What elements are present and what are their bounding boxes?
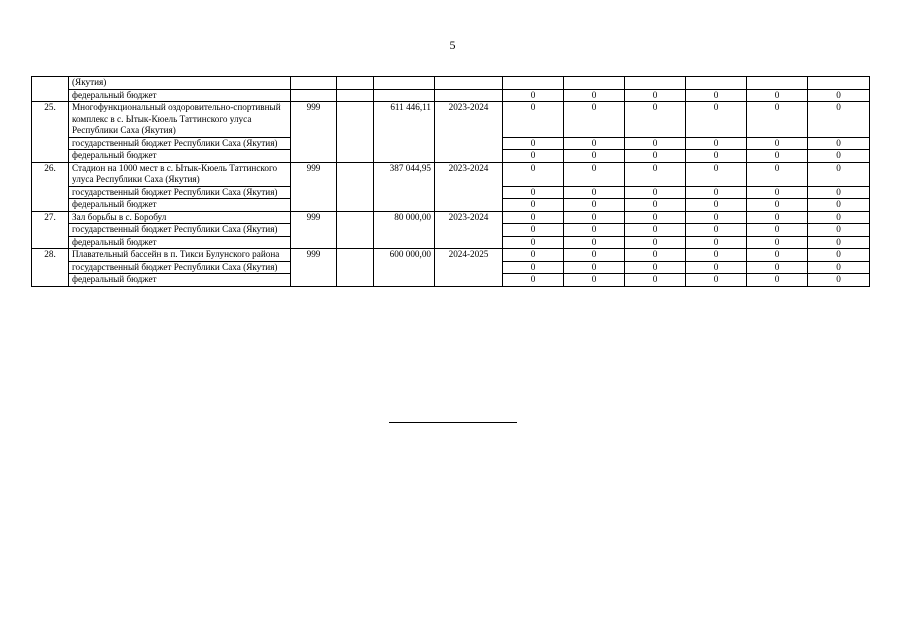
value-cell: 0 (564, 199, 625, 212)
value-cell: 0 (625, 162, 686, 186)
value-cell (625, 77, 686, 90)
value-cell: 0 (808, 186, 870, 199)
value-cell: 0 (808, 199, 870, 212)
blank-cell (337, 211, 374, 249)
project-name: Многофункциональный оздоровительно-спортивный комплекс в с. Ытык-Кюель Таттинского улуса Республики Саха (Якутия) (69, 102, 291, 138)
budget-table (31, 76, 870, 287)
value-cell: 0 (686, 274, 747, 287)
value-cell: 0 (686, 137, 747, 150)
blank-cell (337, 162, 374, 211)
value-cell: 0 (564, 150, 625, 163)
value-cell: 0 (564, 224, 625, 237)
value-cell: 0 (686, 186, 747, 199)
value-cell: 0 (564, 261, 625, 274)
value-cell: 0 (625, 102, 686, 138)
value-cell: 0 (564, 186, 625, 199)
value-cell: 0 (625, 186, 686, 199)
code-cell (291, 77, 337, 90)
value-cell: 0 (808, 249, 870, 262)
funding-source-label: государственный бюджет Республики Саха (Якутия) (69, 186, 291, 199)
funding-source-label: государственный бюджет Республики Саха (Якутия) (69, 224, 291, 237)
table-row (32, 211, 870, 224)
value-cell: 0 (808, 224, 870, 237)
value-cell: 0 (686, 162, 747, 186)
value-cell: 0 (564, 249, 625, 262)
value-cell: 0 (747, 236, 808, 249)
value-cell (747, 77, 808, 90)
project-name: Зал борьбы в с. Боробул (69, 211, 291, 224)
page-number: 5 (449, 38, 456, 52)
funding-source-label: федеральный бюджет (69, 89, 291, 102)
value-cell: 0 (503, 236, 564, 249)
project-number: 26. (32, 162, 69, 211)
table-row (32, 162, 870, 186)
table-row (32, 77, 870, 90)
value-cell (808, 77, 870, 90)
value-cell: 0 (747, 150, 808, 163)
value-cell: 0 (503, 261, 564, 274)
project-code: 999 (291, 102, 337, 163)
value-cell: 0 (625, 274, 686, 287)
value-cell: 0 (686, 199, 747, 212)
value-cell: 0 (686, 261, 747, 274)
value-cell: 0 (503, 186, 564, 199)
funding-source-label: федеральный бюджет (69, 274, 291, 287)
value-cell (686, 77, 747, 90)
table-row (32, 102, 870, 138)
project-number: 25. (32, 102, 69, 163)
funding-source-label: государственный бюджет Республики Саха (Якутия) (69, 137, 291, 150)
project-name: Стадион на 1000 мест в с. Ытык-Кюель Таттинского улуса Республики Саха (Якутия) (69, 162, 291, 186)
value-cell: 0 (808, 211, 870, 224)
value-cell: 0 (808, 261, 870, 274)
project-period: 2023-2024 (435, 211, 503, 249)
value-cell: 0 (625, 137, 686, 150)
value-cell: 0 (747, 274, 808, 287)
value-cell: 0 (686, 224, 747, 237)
value-cell: 0 (564, 236, 625, 249)
project-number: 28. (32, 249, 69, 287)
project-period: 2023-2024 (435, 162, 503, 211)
value-cell: 0 (503, 162, 564, 186)
value-cell: 0 (686, 89, 747, 102)
amount-cell (374, 89, 435, 102)
value-cell: 0 (808, 274, 870, 287)
value-cell: 0 (625, 150, 686, 163)
value-cell: 0 (503, 249, 564, 262)
value-cell: 0 (625, 224, 686, 237)
funding-source-label: государственный бюджет Республики Саха (Якутия) (69, 261, 291, 274)
value-cell: 0 (686, 211, 747, 224)
project-number: 27. (32, 211, 69, 249)
value-cell: 0 (747, 137, 808, 150)
value-cell (564, 77, 625, 90)
value-cell: 0 (625, 211, 686, 224)
project-amount: 611 446,11 (374, 102, 435, 163)
blank-cell (337, 77, 374, 90)
period-cell (435, 89, 503, 102)
value-cell: 0 (808, 137, 870, 150)
value-cell: 0 (503, 102, 564, 138)
value-cell: 0 (564, 102, 625, 138)
value-cell: 0 (747, 162, 808, 186)
blank-cell (337, 249, 374, 287)
funding-source-label: (Якутия) (69, 77, 291, 90)
value-cell: 0 (503, 150, 564, 163)
value-cell: 0 (747, 261, 808, 274)
value-cell: 0 (564, 137, 625, 150)
value-cell: 0 (747, 89, 808, 102)
value-cell: 0 (686, 150, 747, 163)
number-cell (32, 77, 69, 102)
code-cell (291, 89, 337, 102)
value-cell: 0 (686, 236, 747, 249)
project-period: 2023-2024 (435, 102, 503, 163)
value-cell: 0 (686, 102, 747, 138)
value-cell: 0 (808, 150, 870, 163)
value-cell: 0 (747, 186, 808, 199)
value-cell: 0 (503, 89, 564, 102)
funding-source-label: федеральный бюджет (69, 150, 291, 163)
value-cell: 0 (564, 211, 625, 224)
period-cell (435, 77, 503, 90)
value-cell: 0 (625, 236, 686, 249)
value-cell: 0 (747, 249, 808, 262)
value-cell: 0 (747, 102, 808, 138)
value-cell: 0 (564, 162, 625, 186)
value-cell: 0 (747, 199, 808, 212)
value-cell: 0 (503, 199, 564, 212)
footer-divider (389, 422, 517, 423)
amount-cell (374, 77, 435, 90)
value-cell: 0 (503, 137, 564, 150)
value-cell: 0 (564, 274, 625, 287)
value-cell: 0 (808, 89, 870, 102)
value-cell: 0 (503, 224, 564, 237)
value-cell: 0 (503, 274, 564, 287)
value-cell: 0 (503, 211, 564, 224)
project-name: Плавательный бассейн в п. Тикси Булунского района (69, 249, 291, 262)
project-code: 999 (291, 249, 337, 287)
value-cell: 0 (808, 162, 870, 186)
value-cell: 0 (625, 89, 686, 102)
value-cell: 0 (625, 249, 686, 262)
value-cell: 0 (747, 211, 808, 224)
blank-cell (337, 89, 374, 102)
funding-source-label: федеральный бюджет (69, 199, 291, 212)
project-amount: 600 000,00 (374, 249, 435, 287)
value-cell: 0 (625, 199, 686, 212)
table-row (32, 89, 870, 102)
project-amount: 80 000,00 (374, 211, 435, 249)
value-cell: 0 (625, 261, 686, 274)
value-cell: 0 (808, 102, 870, 138)
project-period: 2024-2025 (435, 249, 503, 287)
project-code: 999 (291, 162, 337, 211)
value-cell: 0 (564, 89, 625, 102)
value-cell: 0 (747, 224, 808, 237)
blank-cell (337, 102, 374, 163)
project-amount: 387 044,95 (374, 162, 435, 211)
funding-source-label: федеральный бюджет (69, 236, 291, 249)
table-row (32, 249, 870, 262)
project-code: 999 (291, 211, 337, 249)
value-cell: 0 (686, 249, 747, 262)
value-cell: 0 (808, 236, 870, 249)
value-cell (503, 77, 564, 90)
